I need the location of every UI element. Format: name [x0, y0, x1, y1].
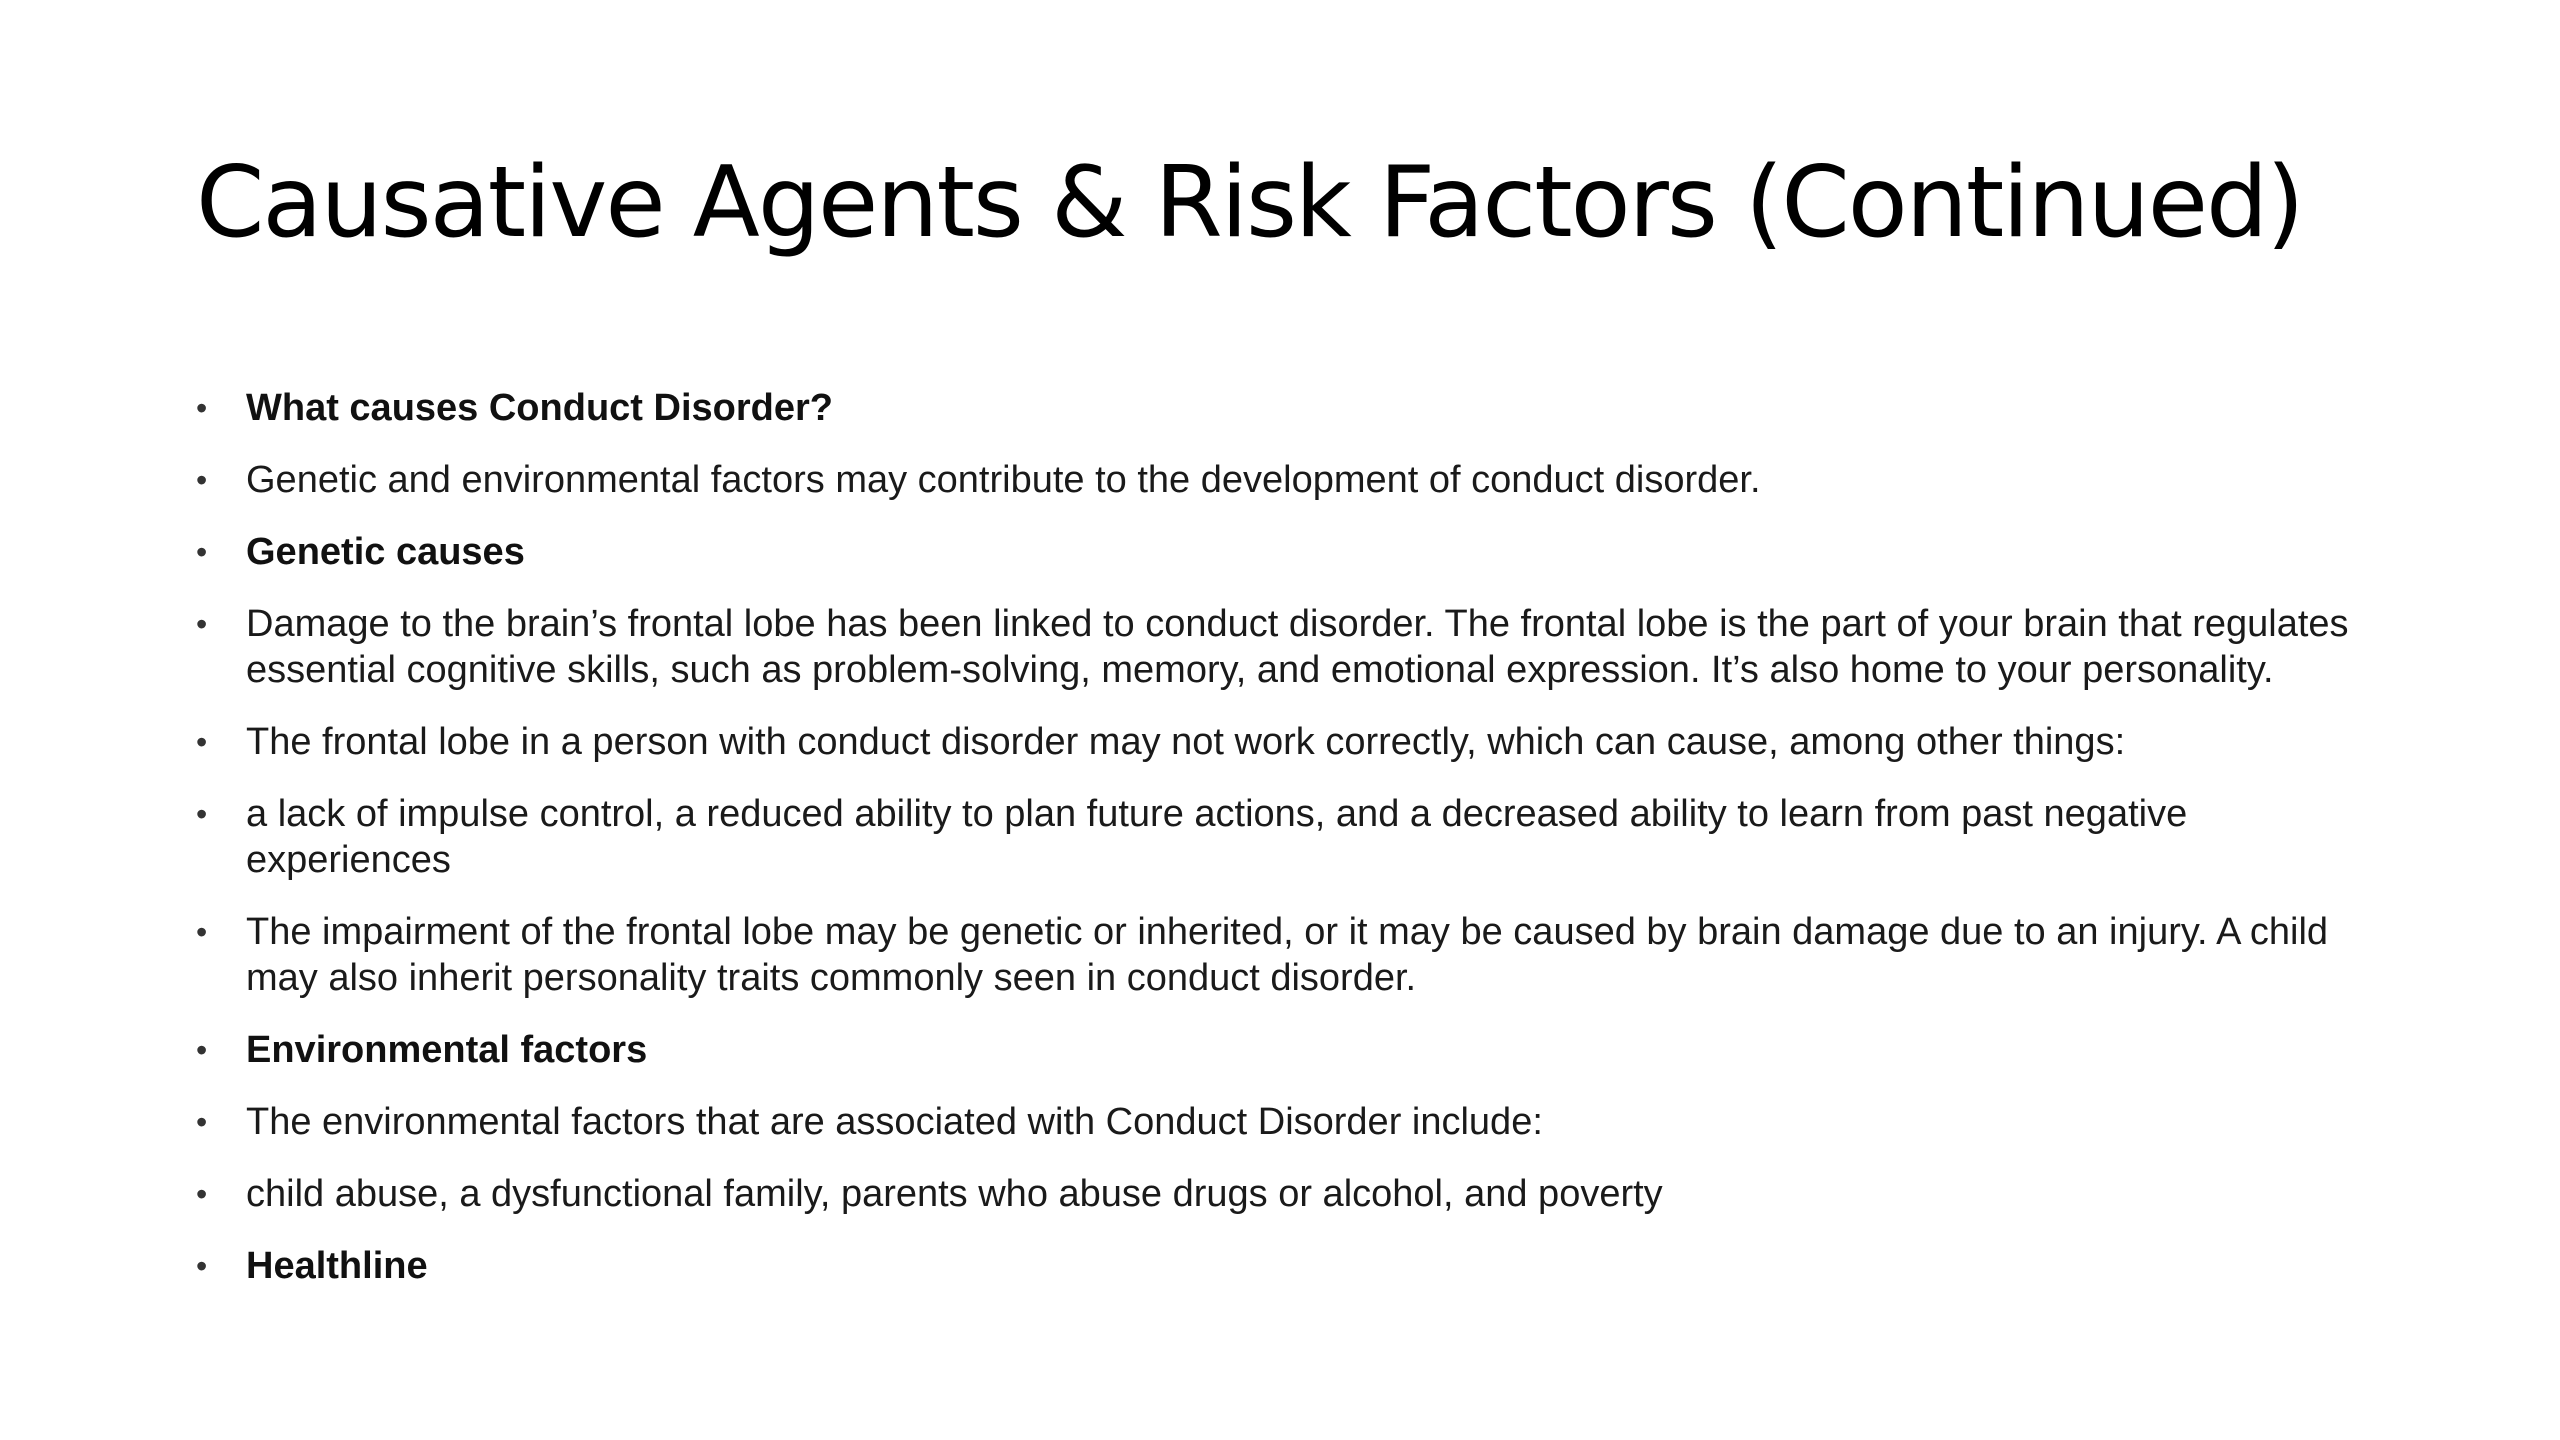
- bullet-dot-icon: •: [196, 606, 208, 642]
- bullet-text: The frontal lobe in a person with conduct disorder may not work correctly, which can cause, among other things:: [246, 721, 2126, 763]
- bullet-item: [196, 457, 2376, 503]
- bullet-item: [196, 1243, 2376, 1289]
- bullet-dot-icon: •: [196, 796, 208, 832]
- bullet-list: [196, 385, 2376, 1315]
- bullet-text: Damage to the brain’s frontal lobe has been linked to conduct disorder. The frontal lobe is the part of your brain that regulates essential cognitive skills, such as problem-solving, memory, and emotional expression. It’s also home to your personality.: [246, 603, 2349, 691]
- bullet-dot-icon: •: [196, 534, 208, 570]
- slide-title: Causative Agents & Risk Factors (Continued): [196, 146, 2303, 260]
- bullet-item: [196, 791, 2376, 883]
- bullet-dot-icon: •: [196, 724, 208, 760]
- bullet-item: [196, 1099, 2376, 1145]
- bullet-dot-icon: •: [196, 390, 208, 426]
- bullet-dot-icon: •: [196, 462, 208, 498]
- bullet-text: child abuse, a dysfunctional family, parents who abuse drugs or alcohol, and poverty: [246, 1173, 1663, 1215]
- bullet-item: [196, 719, 2376, 765]
- bullet-text: Healthline: [246, 1245, 428, 1287]
- bullet-item: [196, 1027, 2376, 1073]
- bullet-item: [196, 1171, 2376, 1217]
- bullet-item: [196, 529, 2376, 575]
- bullet-dot-icon: •: [196, 1176, 208, 1212]
- bullet-text: a lack of impulse control, a reduced ability to plan future actions, and a decreased ability to learn from past negative experiences: [246, 793, 2188, 881]
- bullet-text: Genetic causes: [246, 531, 525, 573]
- bullet-item: [196, 909, 2376, 1001]
- bullet-dot-icon: •: [196, 914, 208, 950]
- bullet-text: What causes Conduct Disorder?: [246, 387, 833, 429]
- bullet-text: The impairment of the frontal lobe may be genetic or inherited, or it may be caused by brain damage due to an injury. A child may also inherit personality traits commonly seen in conduct disorder.: [246, 911, 2329, 999]
- bullet-dot-icon: •: [196, 1104, 208, 1140]
- bullet-item: [196, 385, 2376, 431]
- bullet-dot-icon: •: [196, 1032, 208, 1068]
- bullet-text: The environmental factors that are associated with Conduct Disorder include:: [246, 1101, 1543, 1143]
- bullet-text: Genetic and environmental factors may contribute to the development of conduct disorder.: [246, 459, 1761, 501]
- bullet-item: [196, 601, 2376, 693]
- bullet-text: Environmental factors: [246, 1029, 648, 1071]
- bullet-dot-icon: •: [196, 1248, 208, 1284]
